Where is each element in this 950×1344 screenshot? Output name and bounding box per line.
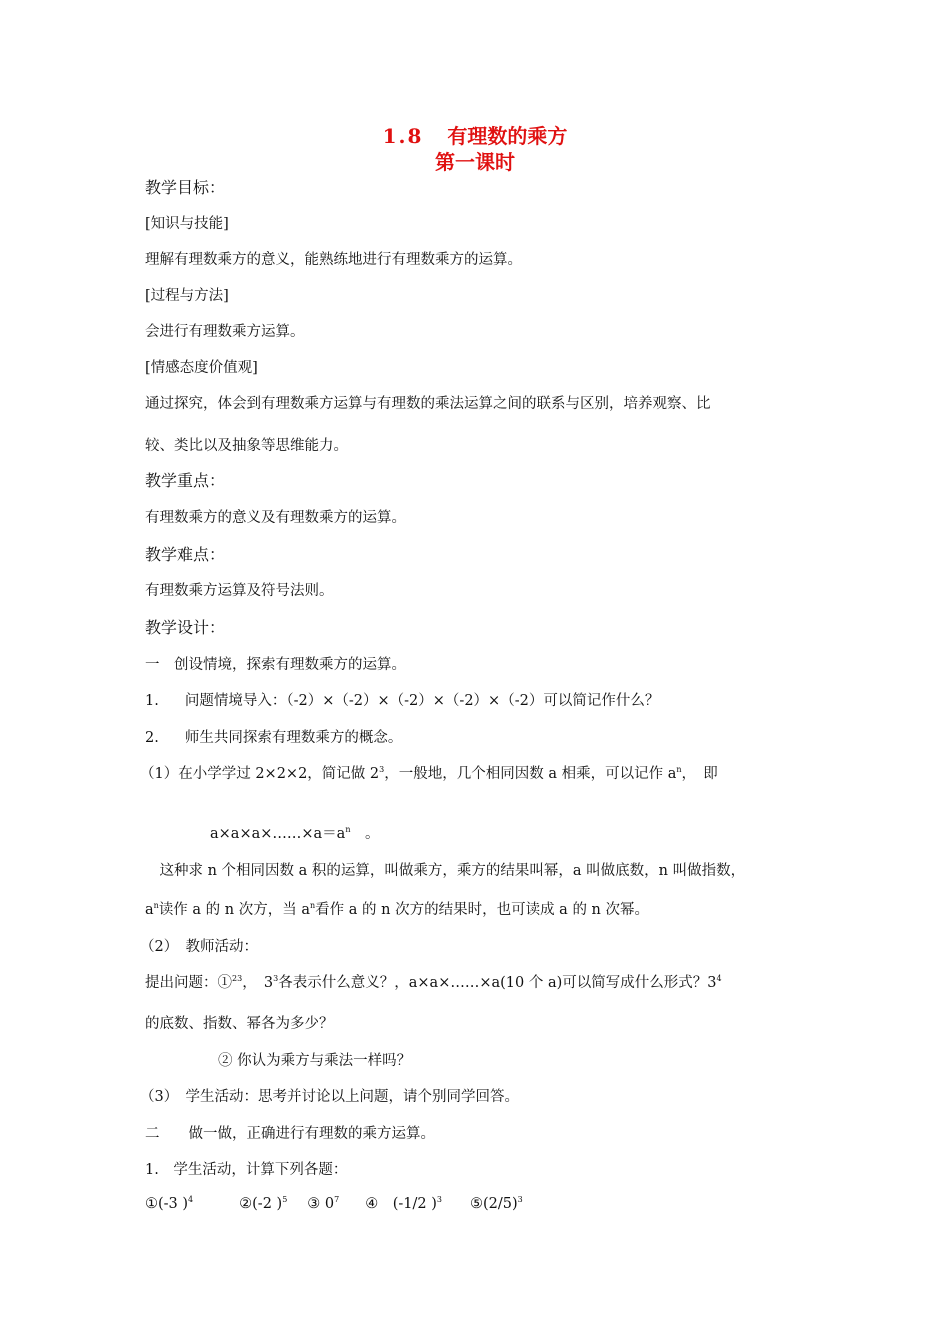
definition-line-2 (145, 900, 649, 920)
text-span: 读作 a 的 n 次方，当 a (158, 902, 310, 918)
superscript: n (676, 765, 682, 774)
superscript: 3 (273, 974, 279, 983)
text-span: ②(-2 ) (239, 1196, 283, 1212)
question-line-1 (145, 973, 722, 993)
exercise-1 (145, 1196, 193, 1212)
emotion-label: [情感态度价值观] (145, 360, 258, 376)
process-text: 会进行有理数乘方运算。 (145, 324, 305, 340)
superscript: 5 (282, 1195, 288, 1204)
superscript: 3 (517, 1195, 523, 1204)
superscript: n (310, 901, 316, 910)
superscript: n (345, 825, 351, 834)
exercise-list (145, 1194, 523, 1214)
text-span: ⑤(2/5) (469, 1196, 518, 1212)
superscript: 3 (436, 1195, 442, 1204)
knowledge-text: 理解有理数乘方的意义，能熟练地进行有理数乘方的运算。 (145, 252, 522, 268)
text-span: 看作 a 的 n 次方的结果时，也可读成 a 的 n 次幂。 (315, 902, 649, 918)
text-span: ③ 0 (307, 1196, 335, 1212)
text-span: 各表示什么意义？，a×a×……×a(10 个 a)可以简写成什么形式？3 (278, 975, 717, 991)
exercise-4 (365, 1196, 442, 1212)
item-text: 师生共同探索有理数乘方的概念。 (184, 730, 403, 746)
superscript: 7 (334, 1195, 340, 1204)
question-line-3: ② 你认为乘方与乘法一样吗？ (218, 1053, 412, 1069)
paragraph-power-intro (140, 764, 718, 784)
key-points-text: 有理数乘方的意义及有理数乘方的运算。 (145, 510, 406, 526)
definition-line-1: 这种求 n 个相同因数 a 积的运算，叫做乘方，乘方的结果叫幂，a 叫做底数，n 叫做指数， (145, 863, 746, 879)
student-activity: （3） 学生活动：思考并讨论以上问题，请个别同学回答。 (140, 1089, 519, 1105)
text-span: ①(-3 ) (145, 1196, 189, 1212)
emotion-text-2: 较、类比以及抽象等思维能力。 (145, 438, 348, 454)
text-span: 提出问题：① (145, 975, 232, 991)
superscript: 4 (188, 1195, 194, 1204)
section-number: 1.8 (382, 124, 424, 148)
text-span: （1）在小学学过 2×2×2，简记做 2 (140, 766, 380, 782)
item-text: 问题情境导入：（-2）×（-2）×（-2）×（-2）×（-2）可以简记作什么？ (184, 693, 660, 709)
section-two-title: 二 做一做，正确进行有理数的乘方运算。 (145, 1126, 435, 1142)
process-label: [过程与方法] (145, 288, 229, 304)
item-number: 1. (145, 693, 159, 709)
text-span: ， 即 (681, 766, 718, 782)
emotion-text-1: 通过探究，体会到有理数乘方运算与有理数的乘法运算之间的联系与区别，培养观察、比 (145, 396, 711, 412)
exercise-5 (470, 1196, 523, 1212)
goals-heading: 教学目标： (145, 178, 226, 197)
exercise-2 (239, 1196, 287, 1212)
difficulties-heading: 教学难点： (145, 545, 226, 564)
design-heading: 教学设计： (145, 618, 226, 637)
superscript: 23 (232, 974, 243, 983)
section-one-title: 一 创设情境，探索有理数乘方的运算。 (145, 657, 406, 673)
text-span: 。 (350, 826, 380, 842)
item-number: 2. (145, 730, 159, 746)
text-span: a (145, 902, 154, 918)
superscript: 4 (716, 974, 722, 983)
power-formula (210, 824, 379, 844)
superscript: 3 (379, 765, 385, 774)
superscript: n (153, 901, 159, 910)
knowledge-label: [知识与技能] (145, 216, 229, 232)
difficulties-text: 有理数乘方运算及符号法则。 (145, 583, 334, 599)
text-span: ，一般地，几个相同因数 a 相乘，可以记作 a (384, 766, 677, 782)
teacher-activity: （2） 教师活动： (140, 939, 258, 955)
question-line-2: 的底数、指数、幂各为多少？ (145, 1016, 334, 1032)
document-subtitle: 第一课时 (435, 150, 515, 174)
text-span: a×a×a×……×a＝a (210, 826, 346, 842)
section-two-item-1: 1. 学生活动，计算下列各题： (145, 1162, 348, 1178)
text-span: ④ (-1/2 ) (365, 1196, 437, 1212)
exercise-3 (307, 1196, 339, 1212)
key-points-heading: 教学重点： (145, 471, 226, 490)
text-span: ， 3 (242, 975, 274, 991)
list-item (145, 691, 659, 711)
list-item (145, 728, 402, 748)
document-title (0, 124, 950, 148)
section-topic: 有理数的乘方 (447, 124, 568, 148)
